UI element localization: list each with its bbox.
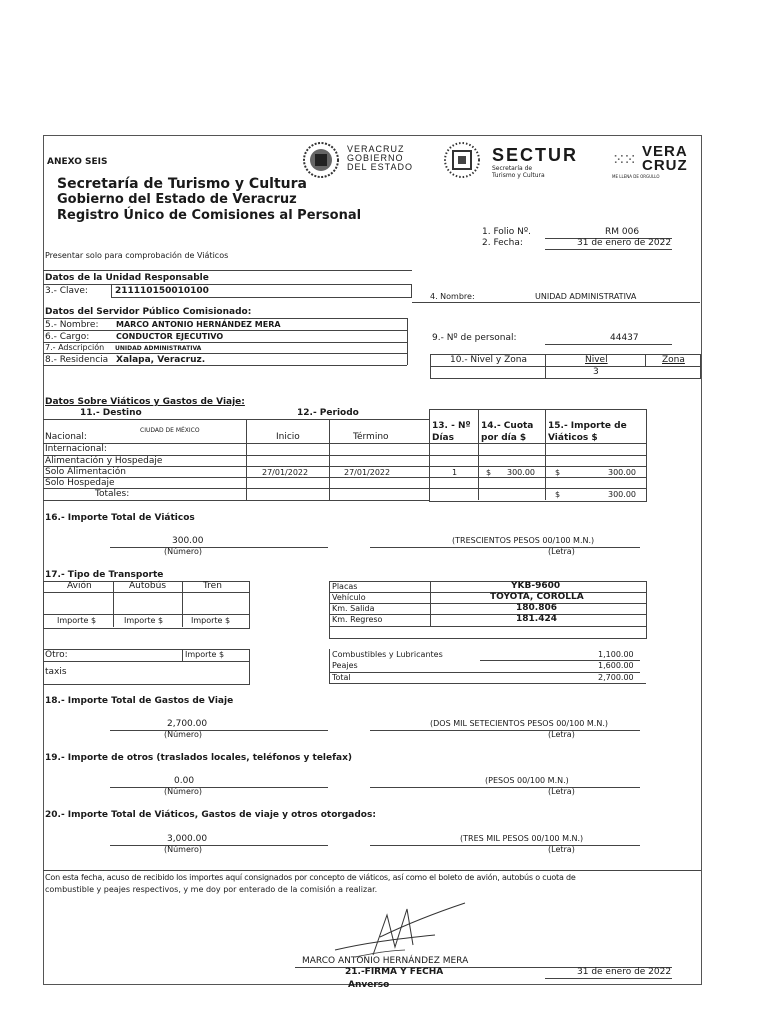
cuota-currency: $ [486,468,492,477]
km-regreso-value: 181.424 [516,614,557,624]
servidor-nombre-value: MARCO ANTONIO HERNÁNDEZ MERA [116,320,281,329]
servidor-section-title: Datos del Servidor Público Comisionado: [45,307,252,317]
folio-label: 1. Folio Nº. [482,227,532,237]
header-line: Días [432,433,454,443]
nivel-zona-label: 10.- Nivel y Zona [450,355,527,365]
dots-icon: ⁙⁙ [612,150,635,169]
logo-line: CRUZ [642,157,688,174]
firmante-name: MARCO ANTONIO HERNÁNDEZ MERA [302,956,469,966]
nivel-value: 3 [593,367,599,377]
row-alimentacion-hospedaje: Alimentación y Hospedaje [45,456,163,466]
header-line: por día $ [481,433,527,443]
unidad-section-title: Datos de la Unidad Responsable [45,273,209,283]
termino-header: Término [353,432,389,442]
numero-caption: (Número) [164,730,203,739]
autobus-label: Autobús [129,581,167,591]
fecha-value: 31 de enero de 2022 [577,238,672,248]
combustibles-value: 1,100.00 [598,650,634,659]
placas-label: Placas [332,582,358,591]
anexo-label: ANEXO SEIS [47,157,108,167]
termino-value: 27/01/2022 [344,468,391,477]
inicio-value: 27/01/2022 [262,468,309,477]
total-importe-value: 300.00 [608,490,636,499]
personal-value: 44437 [610,333,639,343]
cuota-header [481,420,533,444]
taxis-value: taxis [45,667,67,677]
cargo-value: CONDUCTOR EJECUTIVO [116,332,224,341]
avion-label: Avión [67,581,92,591]
otros-numero: 0.00 [174,776,195,786]
placas-value: YKB-9600 [511,581,561,591]
handwritten-signature [325,895,475,965]
nombre-unidad-value: UNIDAD ADMINISTRATIVA [535,292,637,301]
numero-caption: (Número) [164,787,203,796]
dias-value: 1 [452,468,458,477]
tren-label: Tren [203,581,222,591]
letra-caption: (Letra) [548,787,575,796]
km-salida-label: Km. Salida [332,604,375,613]
otros-label: 19.- Importe de otros (traslados locales, teléfonos y telefax) [45,753,353,763]
importe-avion-label: Importe $ [57,616,97,625]
otro-label: Otro: [45,650,68,660]
destino-header: 11.- Destino [80,408,142,418]
km-salida-value: 180.806 [516,603,557,613]
letra-caption: (Letra) [548,730,575,739]
form-frame [43,135,702,985]
acuse-line-2: combustible y peajes respectivos, y me doy por enterado de la comisión a realizar. [45,885,378,894]
otros-letra: (PESOS 00/100 M.N.) [485,776,569,785]
importe-tren-label: Importe $ [191,616,231,625]
total-viaticos-numero: 300.00 [172,536,204,546]
row-internacional: Internacional: [45,444,107,454]
total-viaticos-letra: (TRESCIENTOS PESOS 00/100 M.N.) [452,536,595,545]
numero-caption: (Número) [164,547,203,556]
header-line: 13. - Nº [432,421,471,431]
clave-value: 211110150010100 [115,286,209,296]
clave-label: 3.- Clave: [45,286,88,296]
gastos-numero: 2,700.00 [167,719,208,729]
otro-importe-label: Importe $ [185,650,225,659]
adscripcion-label: 7.- Adscripción [45,343,105,352]
logo-line: GOBIERNO [347,153,404,163]
ciudad-value: CIUDAD DE MÉXICO [140,427,200,434]
logo-line: Secretaría de [492,165,533,172]
vehiculo-label: Vehículo [332,593,366,602]
total-general-numero: 3,000.00 [167,834,208,844]
presentar-note: Presentar solo para comprobación de Viáticos [45,251,229,260]
veracruz-brand-logo [642,145,688,173]
total-transporte-label: Total [332,673,351,682]
personal-label: 9.- Nº de personal: [432,333,517,343]
cuota-value: 300.00 [507,468,535,477]
total-viaticos-label: 16.- Importe Total de Viáticos [45,513,195,523]
adscripcion-value: UNIDAD ADMINISTRATIVA [115,345,202,352]
logo-line: Turismo y Cultura [492,172,545,179]
row-totales: Totales: [95,489,130,499]
folio-value: RM 006 [605,227,640,237]
residencia-value: Xalapa, Veracruz. [116,355,206,365]
km-regreso-label: Km. Regreso [332,615,383,624]
vehiculo-value: TOYOTA, COROLLA [490,592,584,602]
letra-caption: (Letra) [548,845,575,854]
dias-header [432,420,471,444]
title-secretaria: Secretaría de Turismo y Cultura [57,176,307,192]
row-nacional: Nacional: [45,432,87,442]
peajes-value: 1,600.00 [598,661,634,670]
row-solo-alimentacion: Solo Alimentación [45,467,126,477]
transporte-label: 17.- Tipo de Transporte [45,570,164,580]
residencia-label: 8.- Residencia [45,355,109,365]
combustibles-label: Combustibles y Lubricantes [332,650,443,659]
acuse-line-1: Con esta fecha, acuso de recibido los importes aquí consignados por concepto de viáticos, así como el boleto de avión, autobús o cuota de [45,873,576,882]
sectur-seal-logo [440,140,484,180]
brand-tagline: ME LLENA DE ORGULLO [612,174,660,179]
cargo-label: 6.- Cargo: [45,332,90,342]
nivel-label: Nivel [585,355,608,365]
numero-caption: (Número) [164,845,203,854]
title-gobierno: Gobierno del Estado de Veracruz [57,192,297,207]
nombre-unidad-label: 4. Nombre: [430,292,475,301]
gastos-label: 18.- Importe Total de Gastos de Viaje [45,696,234,706]
fecha-label: 2. Fecha: [482,238,523,248]
firma-label: 21.-FIRMA Y FECHA [345,967,444,977]
letra-caption: (Letra) [548,547,575,556]
logo-line: VERA [642,143,688,160]
importe-value: 300.00 [608,468,636,477]
veracruz-seal-logo [300,140,342,180]
sectur-sub-text [492,165,545,179]
viaticos-section-title: Datos Sobre Viáticos y Gastos de Viaje: [45,397,245,407]
header-line: Viáticos $ [548,433,598,443]
gastos-letra: (DOS MIL SETECIENTOS PESOS 00/100 M.N.) [430,719,608,728]
veracruz-gov-logo-text [347,145,413,172]
importe-header [548,420,627,444]
firma-fecha: 31 de enero de 2022 [577,967,672,977]
total-currency: $ [555,490,561,499]
total-general-label: 20.- Importe Total de Viáticos, Gastos de viaje y otros otorgados: [45,810,376,820]
importe-currency: $ [555,468,561,477]
header-line: 14.- Cuota [481,421,534,431]
title-registro: Registro Único de Comisiones al Personal [57,208,362,223]
inicio-header: Inicio [276,432,300,442]
total-general-letra: (TRES MIL PESOS 00/100 M.N.) [460,834,584,843]
periodo-header: 12.- Periodo [297,408,359,418]
header-line: 15.- Importe de [548,421,627,431]
servidor-nombre-label: 5.- Nombre: [45,320,99,330]
peajes-label: Peajes [332,661,358,670]
total-transporte-value: 2,700.00 [598,673,634,682]
importe-autobus-label: Importe $ [124,616,164,625]
row-solo-hospedaje: Solo Hospedaje [45,478,115,488]
anverso-label: Anverso [348,980,390,990]
logo-line: VERACRUZ [347,144,405,154]
logo-line: DEL ESTADO [347,162,414,172]
sectur-logo-text: SECTUR [492,145,579,165]
zona-label: Zona [662,355,685,365]
